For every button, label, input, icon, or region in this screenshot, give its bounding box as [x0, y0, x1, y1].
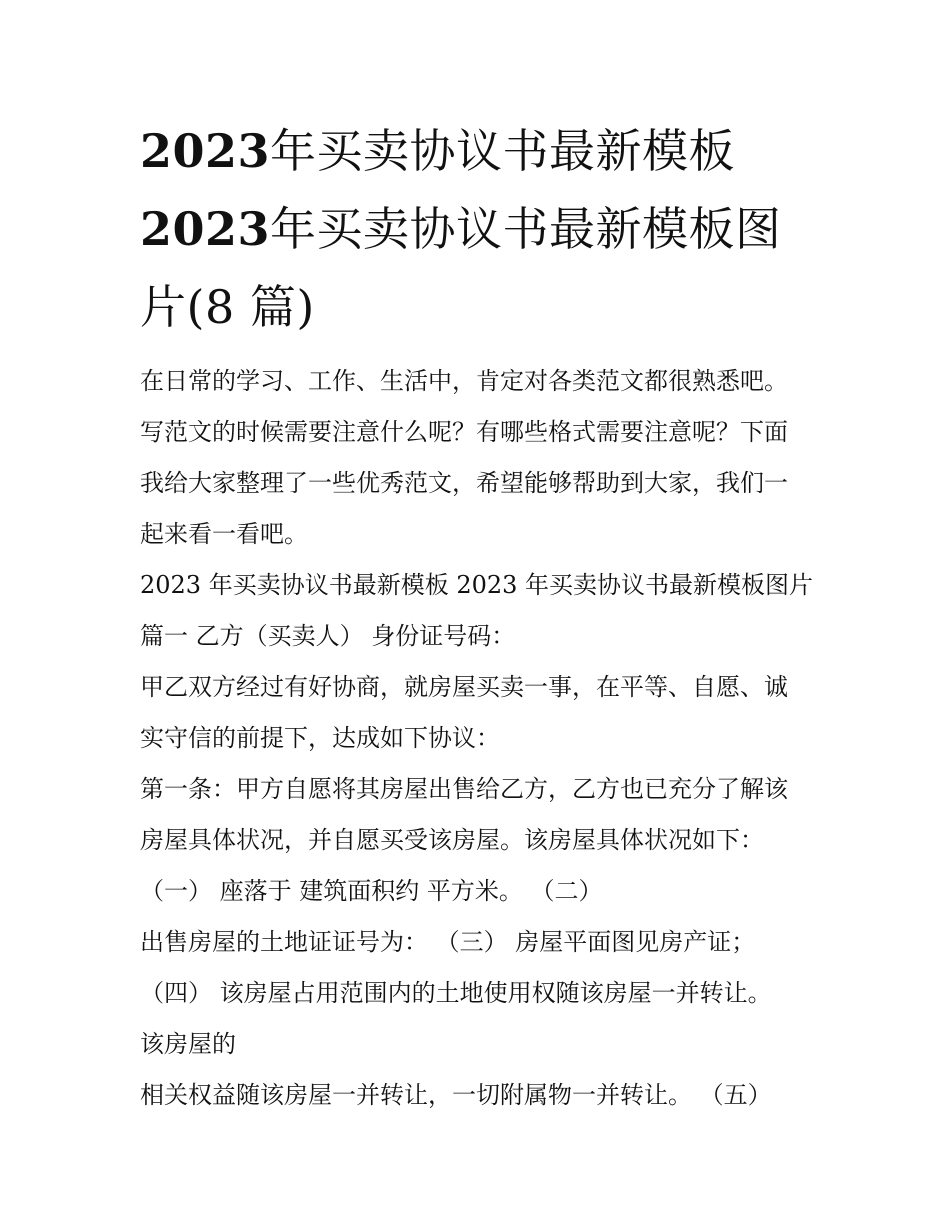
body-line-13: （四） 该房屋占用范围内的土地使用权随该房屋一并转让。 — [140, 979, 772, 1007]
title-year: 2023 — [140, 202, 271, 256]
body-line-6: 篇一 乙方（买卖人） 身份证号码： — [140, 622, 516, 650]
body-line-3: 我给大家整理了一些优秀范文，希望能够帮助到大家，我们一 — [140, 469, 788, 497]
title-line-2 — [140, 190, 830, 268]
body-line-10: 房屋具体状况，并自愿买受该房屋。该房屋具体状况如下： — [140, 826, 764, 854]
body-line-11: （一） 座落于 建筑面积约 平方米。 （二） — [140, 877, 603, 905]
body-line-7: 甲乙双方经过有好协商，就房屋买卖一事，在平等、自愿、诚 — [140, 673, 788, 701]
body-line-15: 相关权益随该房屋一并转让，一切附属物一并转让。 （五） — [140, 1081, 772, 1109]
document-body — [140, 356, 830, 1121]
body-line-8: 实守信的前提下，达成如下协议： — [140, 724, 500, 752]
title-line-1 — [140, 112, 830, 190]
title-text: 年买卖协议书最新模板 — [270, 124, 736, 178]
body-line-4: 起来看一看吧。 — [140, 520, 308, 548]
body-line-2: 写范文的时候需要注意什么呢？有哪些格式需要注意呢？下面 — [140, 418, 788, 446]
document-title — [140, 112, 830, 346]
title-text: 片(8 篇) — [140, 280, 315, 334]
document-page — [140, 112, 830, 1121]
body-line-1: 在日常的学习、工作、生活中，肯定对各类范文都很熟悉吧。 — [140, 367, 788, 395]
body-line-9: 第一条：甲方自愿将其房屋出售给乙方，乙方也已充分了解该 — [140, 775, 788, 803]
body-line-12: 出售房屋的土地证证号为： （三） 房屋平面图见房产证； — [140, 928, 756, 956]
title-year: 2023 — [140, 124, 271, 178]
title-line-3 — [140, 268, 830, 346]
body-line-5: 2023 年买卖协议书最新模板 2023 年买卖协议书最新模板图片 — [140, 571, 814, 599]
title-text: 年买卖协议书最新模板图 — [270, 202, 782, 256]
body-line-14: 该房屋的 — [140, 1030, 236, 1058]
